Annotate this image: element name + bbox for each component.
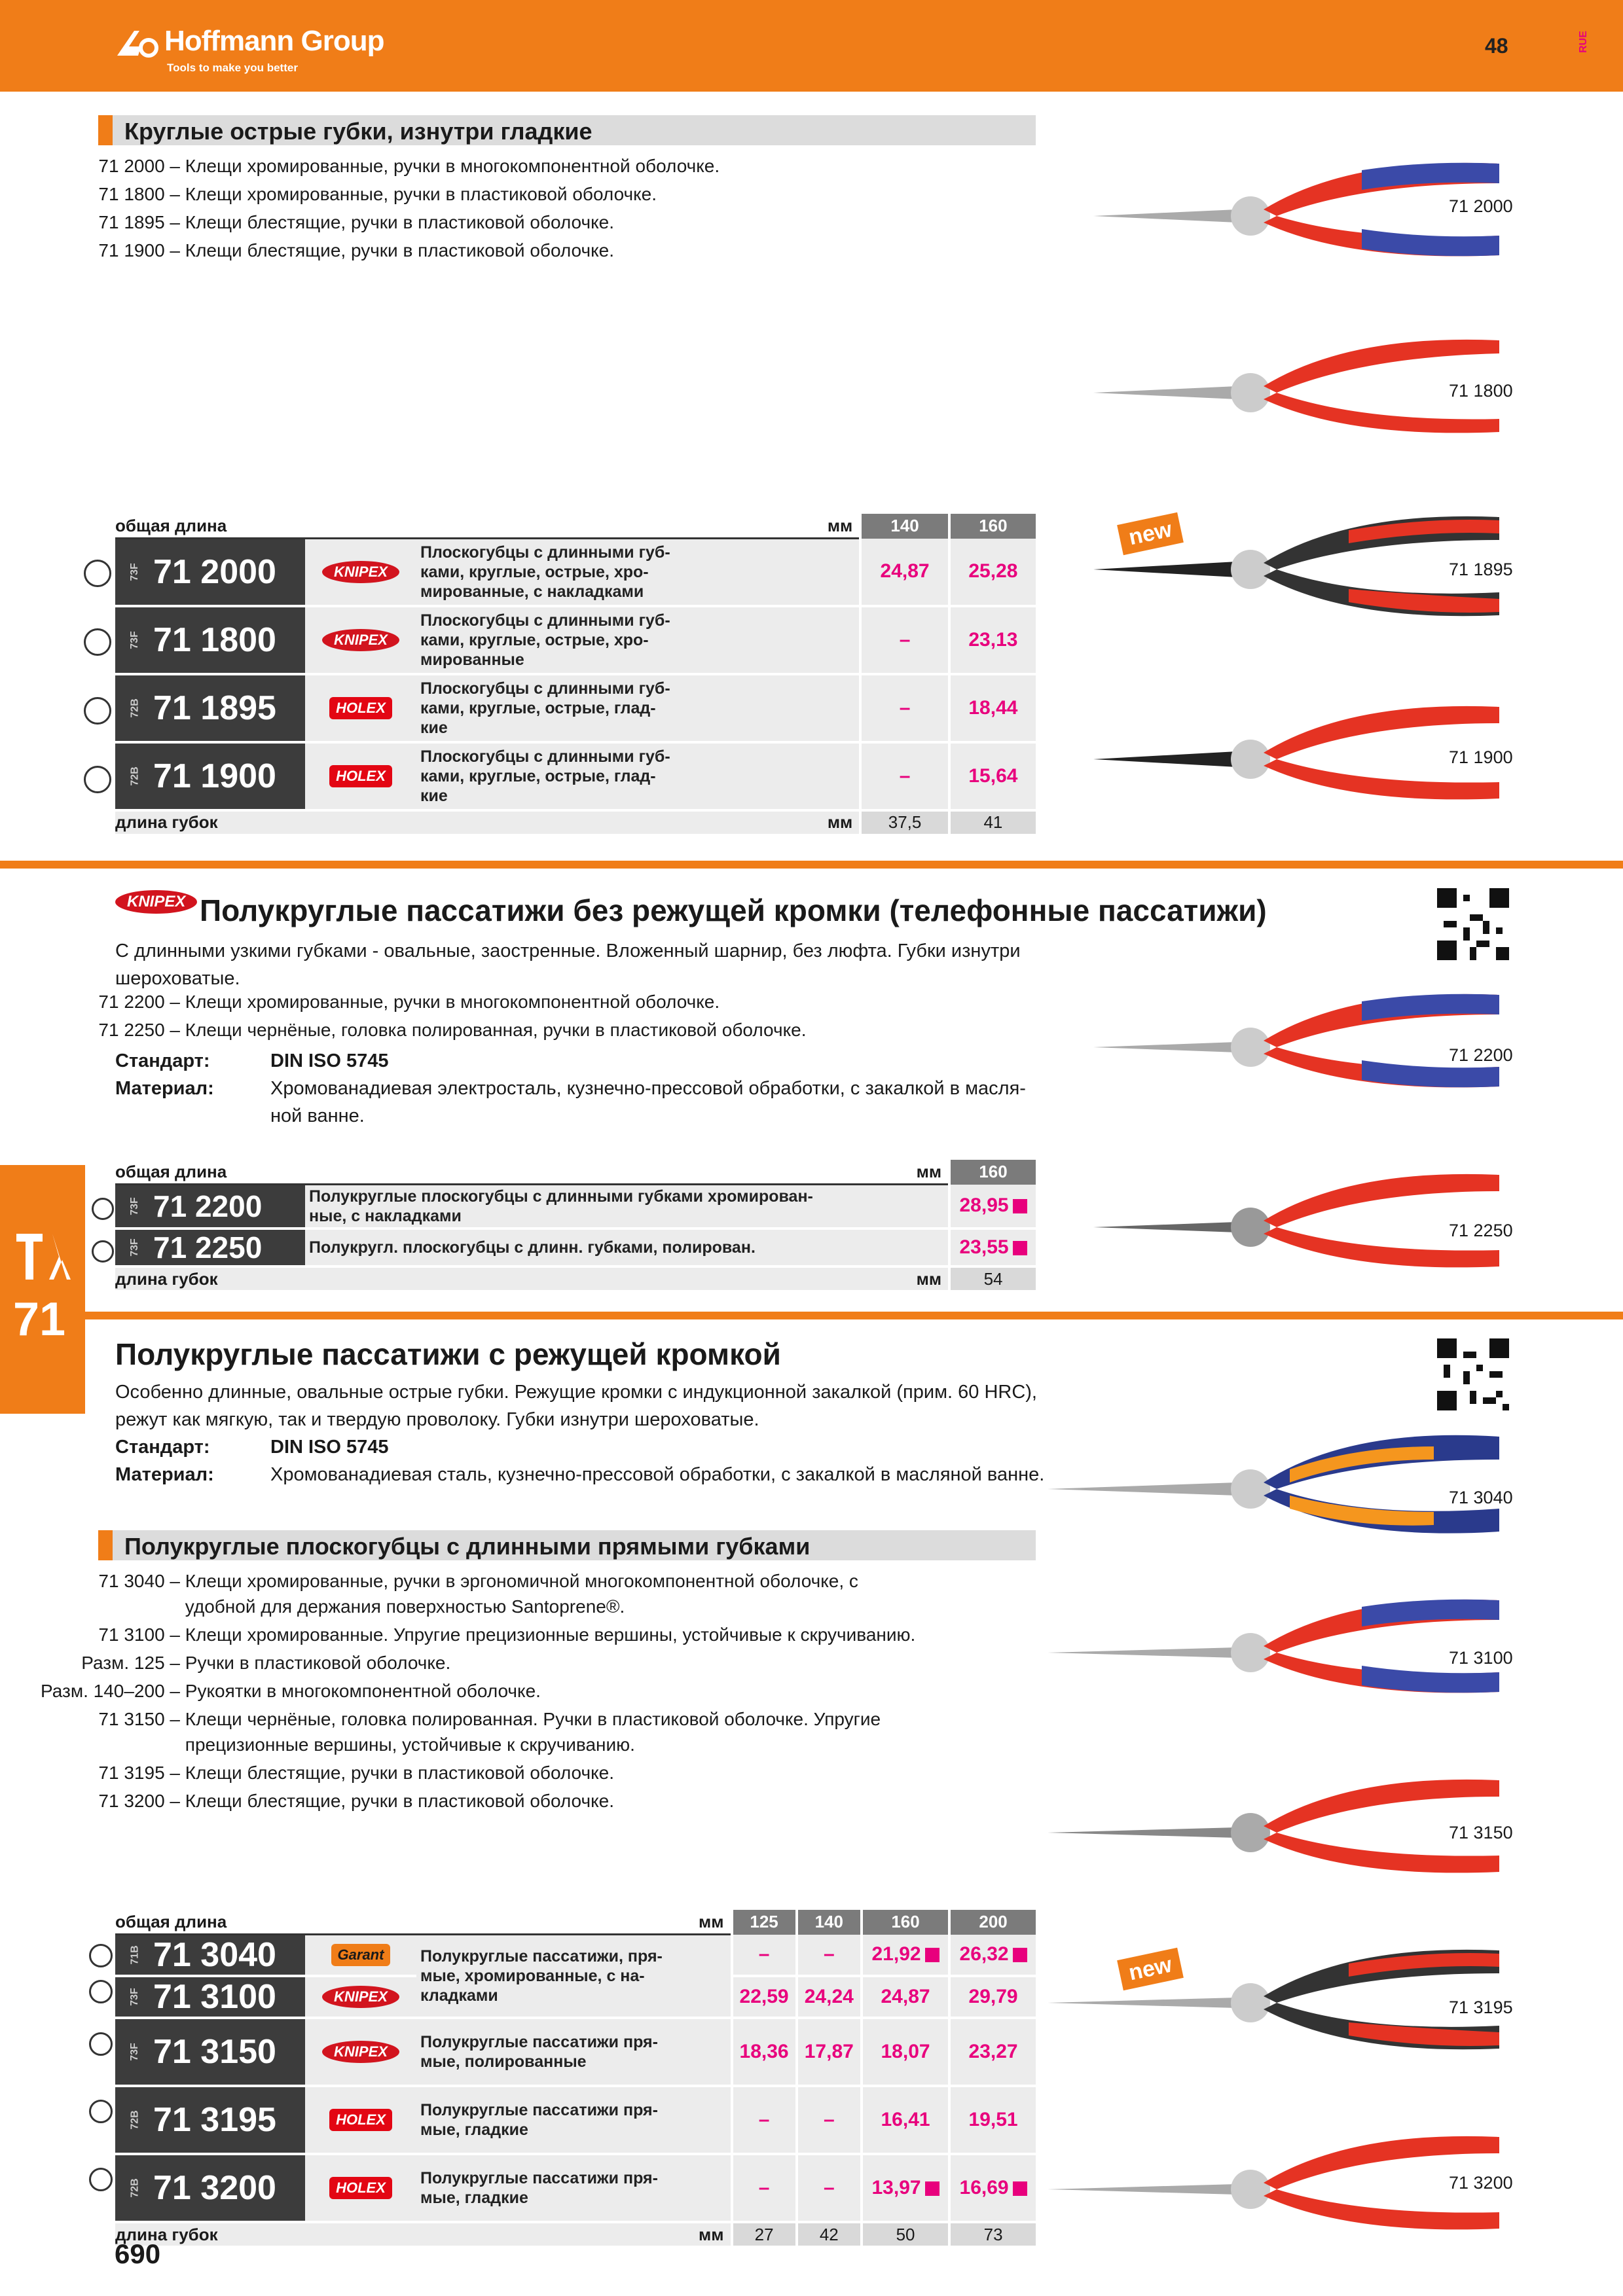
picture-label: 71 3200 [1449,2173,1513,2193]
price: – [860,742,949,810]
unit-label: мм [916,1161,942,1181]
jaw-length-value: 54 [949,1266,1036,1290]
round-jaw-icon [84,560,111,587]
brand-cell [305,1935,416,1977]
unit-label: мм [827,515,853,535]
table-footer-row [115,2222,1036,2246]
item-code: 71 3150 – [98,1709,180,1729]
description-line: шероховатые. [115,968,240,989]
brand-cell [305,742,416,810]
round-jaw-icon [84,697,111,725]
price: 13,97 [871,2177,921,2198]
size-header: 160 [949,514,1036,539]
item-text: прецизионные вершины, устойчивые к скручиванию. [185,1734,635,1755]
picture-label: 71 3100 [1449,1648,1513,1668]
table-header-row [115,514,1036,539]
round-jaw-icon [84,628,111,656]
price: 19,51 [949,2086,1036,2154]
section2-items [26,992,807,1048]
length-label: общая длина [115,515,227,535]
net-price-marker-icon [1013,1199,1027,1213]
knipex-logo: KNIPEX [322,561,399,583]
holex-logo: HOLEX [329,2109,392,2131]
jaw-label-cell [115,810,860,834]
item-code: 71 2250 – [98,1020,180,1040]
description-line: Особенно длинные, овальные острые губки. Режущие кромки с индукционной закалкой (прим. 60 HRC), [115,1382,1037,1403]
item-text: Клещи хромированные, ручки в многокомпонентной оболочке. [185,156,720,176]
price: 17,87 [797,2018,862,2086]
price: – [732,1935,797,1977]
item-line [26,1791,915,1819]
picture-label: 71 2200 [1449,1045,1513,1065]
product-description: Полукруглые пассатижи пря- мые, полированные [416,2018,732,2086]
product-description: Плоскогубцы с длинными губ- ками, круглые, острые, хро- мированные, с накладками [416,539,860,606]
qr-code-icon[interactable] [1437,1338,1509,1410]
length-label-cell [115,1910,732,1935]
new-badge: new [1117,512,1184,556]
knipex-logo: KNIPEX [115,890,197,914]
article-number-cell [115,539,305,606]
price: – [860,606,949,674]
section2-price-table [115,1160,1036,1290]
item-text: Клещи хромированные, ручки в пластиковой оболочке. [185,184,657,204]
plier-picture [1087,694,1506,812]
net-price-marker-icon [1013,1241,1027,1255]
size-header: 160 [862,1910,949,1935]
jaw-length-value: 37,5 [860,810,949,834]
price: 15,64 [949,742,1036,810]
brand-tagline: Tools to make you better [167,62,298,74]
section3-title: Полукруглые пассатижи с режущей кромкой [115,1337,781,1371]
size-header: 200 [949,1910,1036,1935]
article-number: 71 2250 [153,1230,263,1265]
catalog-tag: 73F [128,1197,140,1215]
table-row[interactable] [115,2018,1036,2086]
table-header-row [115,1160,1036,1185]
length-label: общая длина [115,1911,227,1931]
product-description: Полукруглые пассатижи пря- мые, гладкие [416,2154,732,2222]
brand-cell [305,606,416,674]
item-code: Разм. 140–200 – [40,1681,180,1701]
material-value: ной ванне. [270,1105,365,1126]
item-code: 71 3200 – [98,1791,180,1811]
plier-picture [1041,1420,1506,1545]
item-code: 71 1900 – [98,240,180,260]
article-number: 71 2200 [153,1189,263,1223]
half-round-jaw-icon [89,1944,113,1967]
hoffmann-logo-icon [115,27,160,58]
price: 29,79 [949,1976,1036,2018]
product-description: Полукруглые пассатижи, пря- мые, хромированные, с на- кладками [416,1935,732,2018]
length-label-cell [115,514,860,539]
plier-picture [1041,1767,1506,1885]
knipex-logo: KNIPEX [322,2041,399,2063]
knipex-logo: KNIPEX [322,1986,399,2008]
picture-label: 71 3150 [1449,1823,1513,1842]
price: – [797,1935,862,1977]
brand-cell [305,674,416,742]
article-number: 71 3200 [153,2169,276,2207]
brand-cell [305,1976,416,2018]
qr-code-icon[interactable] [1437,888,1509,960]
item-text: Клещи хромированные, ручки в эргономичной многокомпонентной оболочке, с [185,1571,858,1591]
net-price-marker-icon [925,1948,939,1962]
standard-value: DIN ISO 5745 [270,1437,389,1458]
net-price-marker-icon [1013,1948,1027,1962]
price: – [860,674,949,742]
brand-logo[interactable] [115,25,384,58]
item-text: Клещи хромированные. Упругие прецизионные вершины, устойчивые к скручиванию. [185,1624,916,1645]
article-number-cell [115,1976,305,2018]
price: 18,44 [949,674,1036,742]
article-number-cell [115,2018,305,2086]
jaw-label-cell [115,2222,732,2246]
price: 24,24 [797,1976,862,2018]
length-label: общая длина [115,1161,227,1181]
table-row[interactable] [115,1935,1036,1977]
net-price-marker-icon [925,2181,939,2196]
item-text: Клещи блестящие, ручки в пластиковой оболочке. [185,212,615,232]
jaw-length-label: длина губок [115,2224,218,2244]
article-number-cell [115,606,305,674]
catalog-tag: 73F [128,1988,140,2006]
round-jaw-icon [84,766,111,793]
material-value: Хромованадиевая электросталь, кузнечно-прессовой обработки, с закалкой в масля- [270,1078,1026,1099]
article-number-cell [115,2154,305,2222]
brand-cell [305,2154,416,2222]
price: 16,41 [862,2086,949,2154]
table-row[interactable] [115,742,1036,810]
page-number-top: 48 [1485,34,1508,58]
half-round-jaw-icon [89,2032,113,2056]
article-number: 71 3150 [153,2033,276,2071]
price: 26,32 [959,1943,1009,1965]
plier-picture [1087,151,1506,268]
section3-description [115,1378,1044,1488]
item-code: 71 3100 – [98,1624,180,1645]
picture-label: 71 3040 [1449,1488,1513,1507]
catalog-tag: 73F [128,562,140,581]
unit-label: мм [699,1911,724,1931]
item-line [26,992,807,1020]
brand-cell [305,2018,416,2086]
table-row[interactable] [115,606,1036,674]
material-label: Материал: [115,1078,214,1099]
table-row[interactable] [115,1185,1036,1229]
price-cell [862,1935,949,1977]
unit-label: мм [827,812,853,832]
article-number-cell [115,674,305,742]
article-number-cell [115,1935,305,1977]
half-round-jaw-icon [89,2100,113,2123]
catalog-tag: 72B [129,2110,141,2130]
item-line [26,1653,915,1681]
knipex-brand-badge [115,890,186,919]
item-code: 71 3040 – [98,1571,180,1591]
item-line [26,1734,915,1763]
unit-label: мм [916,1268,942,1289]
holex-logo: HOLEX [329,2177,392,2199]
half-round-jaw-icon [89,1980,113,2003]
brand-cell [305,539,416,606]
item-text: Клещи блестящие, ручки в пластиковой оболочке. [185,1763,615,1783]
product-description: Плоскогубцы с длинными губ- ками, круглые, острые, глад- кие [416,742,860,810]
item-text: удобной для держания поверхностью Santoprene®. [185,1596,625,1617]
half-round-jaw-icon [89,2168,113,2191]
item-line [26,1763,915,1791]
title-accent [98,115,113,145]
plier-picture [1087,1162,1506,1280]
pliers-chapter-icon [13,1230,72,1283]
price-cell [949,2154,1036,2222]
section2-description [115,937,1021,992]
item-text: Клещи блестящие, ручки в пластиковой оболочке. [185,1791,615,1811]
size-header: 160 [949,1160,1036,1185]
holex-logo: HOLEX [329,697,392,719]
article-number-cell [115,2086,305,2154]
jaw-length-value: 73 [949,2222,1036,2246]
jaw-label-cell [115,1266,949,1290]
jaw-length-value: 50 [862,2222,949,2246]
price: 24,87 [860,539,949,606]
article-number: 71 3040 [153,1936,276,1974]
item-line [26,184,720,212]
new-badge: new [1117,1948,1184,1991]
table-footer-row [115,1266,1036,1290]
picture-label: 71 1900 [1449,747,1513,767]
price: 21,92 [871,1943,921,1965]
item-code: 71 2000 – [98,156,180,176]
standard-value: DIN ISO 5745 [270,1050,389,1071]
product-description: Полукругл. плоскогубцы с длинн. губками, полирован. [305,1229,949,1266]
catalog-tag: 72B [129,698,141,718]
item-code: Разм. 125 – [81,1653,180,1673]
table-footer-row [115,810,1036,834]
price: 23,27 [949,2018,1036,2086]
table-row[interactable] [115,674,1036,742]
item-text: Клещи чернёные, головка полированная. Ручки в пластиковой оболочке. Упругие [185,1709,881,1729]
item-line [26,240,720,268]
catalog-tag: 73F [128,2043,140,2061]
picture-label: 71 2250 [1449,1221,1513,1240]
section2-title: Полукруглые пассатижи без режущей кромки (телефонные пассатижи) [200,893,1267,927]
section3-items [26,1571,915,1819]
article-number: 71 3100 [153,1978,276,2016]
table-row[interactable] [115,2086,1036,2154]
chapter-tab[interactable] [0,1165,85,1414]
article-number-cell [115,1185,305,1229]
item-line [26,1681,915,1709]
jaw-length-label: длина губок [115,1268,218,1289]
picture-label: 71 1800 [1449,381,1513,401]
plier-picture [1041,1937,1506,2062]
size-header: 140 [860,514,949,539]
item-text: Клещи блестящие, ручки в пластиковой оболочке. [185,240,615,260]
price: 18,07 [862,2018,949,2086]
brand-name: Hoffmann Group [164,25,384,57]
plier-picture [1087,982,1506,1100]
plier-picture [1087,504,1506,628]
item-text: Клещи чернёные, головка полированная, ручки в пластиковой оболочке. [185,1020,807,1040]
price-cell [949,1935,1036,1977]
product-description: Полукруглые плоскогубцы с длинными губками хромирован- ные, с накладками [305,1185,949,1229]
size-header: 125 [732,1910,797,1935]
item-line [26,1624,915,1653]
catalog-tag: 71B [129,1945,141,1965]
picture-label: 71 3195 [1449,1998,1513,2017]
length-label-cell [115,1160,949,1185]
price-cell [862,2154,949,2222]
table-row[interactable] [115,2154,1036,2222]
half-round-jaw-icon [92,1198,114,1220]
table-row[interactable] [115,1229,1036,1266]
item-line [26,1020,807,1048]
section-divider [0,861,1623,869]
holex-logo: HOLEX [329,765,392,787]
article-number-cell [115,1229,305,1266]
product-description: Плоскогубцы с длинными губ- ками, круглые, острые, хро- мированные [416,606,860,674]
brand-cell [305,2086,416,2154]
picture-label: 71 1895 [1449,560,1513,579]
price: 24,87 [862,1976,949,2018]
catalog-tag: 72B [129,2178,141,2198]
product-description: Плоскогубцы с длинными губ- ками, круглые, острые, глад- кие [416,674,860,742]
item-text: Клещи хромированные, ручки в многокомпонентной оболочке. [185,992,720,1012]
section1-items [26,156,720,268]
item-line [26,1571,915,1596]
plier-picture [1087,327,1506,445]
article-number: 71 1895 [153,689,276,727]
jaw-length-value: 42 [797,2222,862,2246]
section1-title-bar [98,115,1036,145]
item-code: 71 3195 – [98,1763,180,1783]
language-code: RUE [1577,31,1589,53]
net-price-marker-icon [1013,2181,1027,2196]
article-number: 71 1900 [153,757,276,795]
product-description: Полукруглые пассатижи пря- мые, гладкие [416,2086,732,2154]
price: 28,95 [959,1194,1009,1217]
section-divider [0,1312,1623,1319]
price: – [797,2154,862,2222]
plier-picture [1041,2124,1506,2242]
section1-price-table [115,514,1036,834]
item-line [26,1709,915,1734]
item-line [26,212,720,240]
catalog-tag: 73F [128,630,140,649]
knipex-logo: KNIPEX [322,629,399,651]
jaw-length-label: длина губок [115,812,218,832]
half-round-jaw-icon [92,1240,114,1263]
unit-label: мм [699,2224,724,2244]
material-label: Материал: [115,1464,214,1485]
price: 16,69 [959,2177,1009,2198]
jaw-length-value: 27 [732,2222,797,2246]
price-cell [949,1229,1036,1266]
item-line [26,156,720,184]
title-accent [98,1530,113,1560]
standard-label: Стандарт: [115,1437,210,1458]
item-code: 71 1895 – [98,212,180,232]
garant-logo: Garant [331,1944,391,1966]
page-number-bottom: 690 [115,2238,161,2269]
plier-picture [1041,1587,1506,1705]
price: 23,13 [949,606,1036,674]
material-value: Хромованадиевая сталь, кузнечно-прессовой обработки, с закалкой в масляной ванне. [270,1464,1045,1485]
price: – [732,2086,797,2154]
price: 25,28 [949,539,1036,606]
table-row[interactable] [115,539,1036,606]
jaw-length-value: 41 [949,810,1036,834]
catalog-tag: 73F [128,1238,140,1257]
price: 18,36 [732,2018,797,2086]
item-code: 71 1800 – [98,184,180,204]
section1-title: Круглые острые губки, изнутри гладкие [124,118,593,145]
section3-subtitle-bar [98,1530,1036,1560]
article-number: 71 2000 [153,552,276,591]
chapter-number: 71 [13,1293,66,1346]
catalog-tag: 72B [129,766,141,786]
price-cell [949,1185,1036,1229]
price: 22,59 [732,1976,797,2018]
picture-label: 71 2000 [1449,196,1513,216]
section3-price-table [115,1910,1036,2246]
description-line: С длинными узкими губками - овальные, заостренные. Вложенный шарнир, без люфта. Губки изнутри [115,941,1021,961]
article-number: 71 3195 [153,2101,276,2139]
price: – [797,2086,862,2154]
size-header: 140 [797,1910,862,1935]
item-text: Ручки в пластиковой оболочке. [185,1653,451,1673]
item-line [26,1596,915,1624]
table-header-row [115,1910,1036,1935]
standard-label: Стандарт: [115,1050,210,1071]
item-text: Рукоятки в многокомпонентной оболочке. [185,1681,541,1701]
price: – [732,2154,797,2222]
description-line: режут как мягкую, так и твердую проволоку. Губки изнутри шероховатые. [115,1409,759,1430]
item-code: 71 2200 – [98,992,180,1012]
section2-specs [115,1047,1026,1130]
article-number: 71 1800 [153,620,276,659]
article-number-cell [115,742,305,810]
price: 23,55 [959,1236,1009,1258]
section3-subtitle: Полукруглые плоскогубцы с длинными прямыми губками [124,1533,811,1560]
